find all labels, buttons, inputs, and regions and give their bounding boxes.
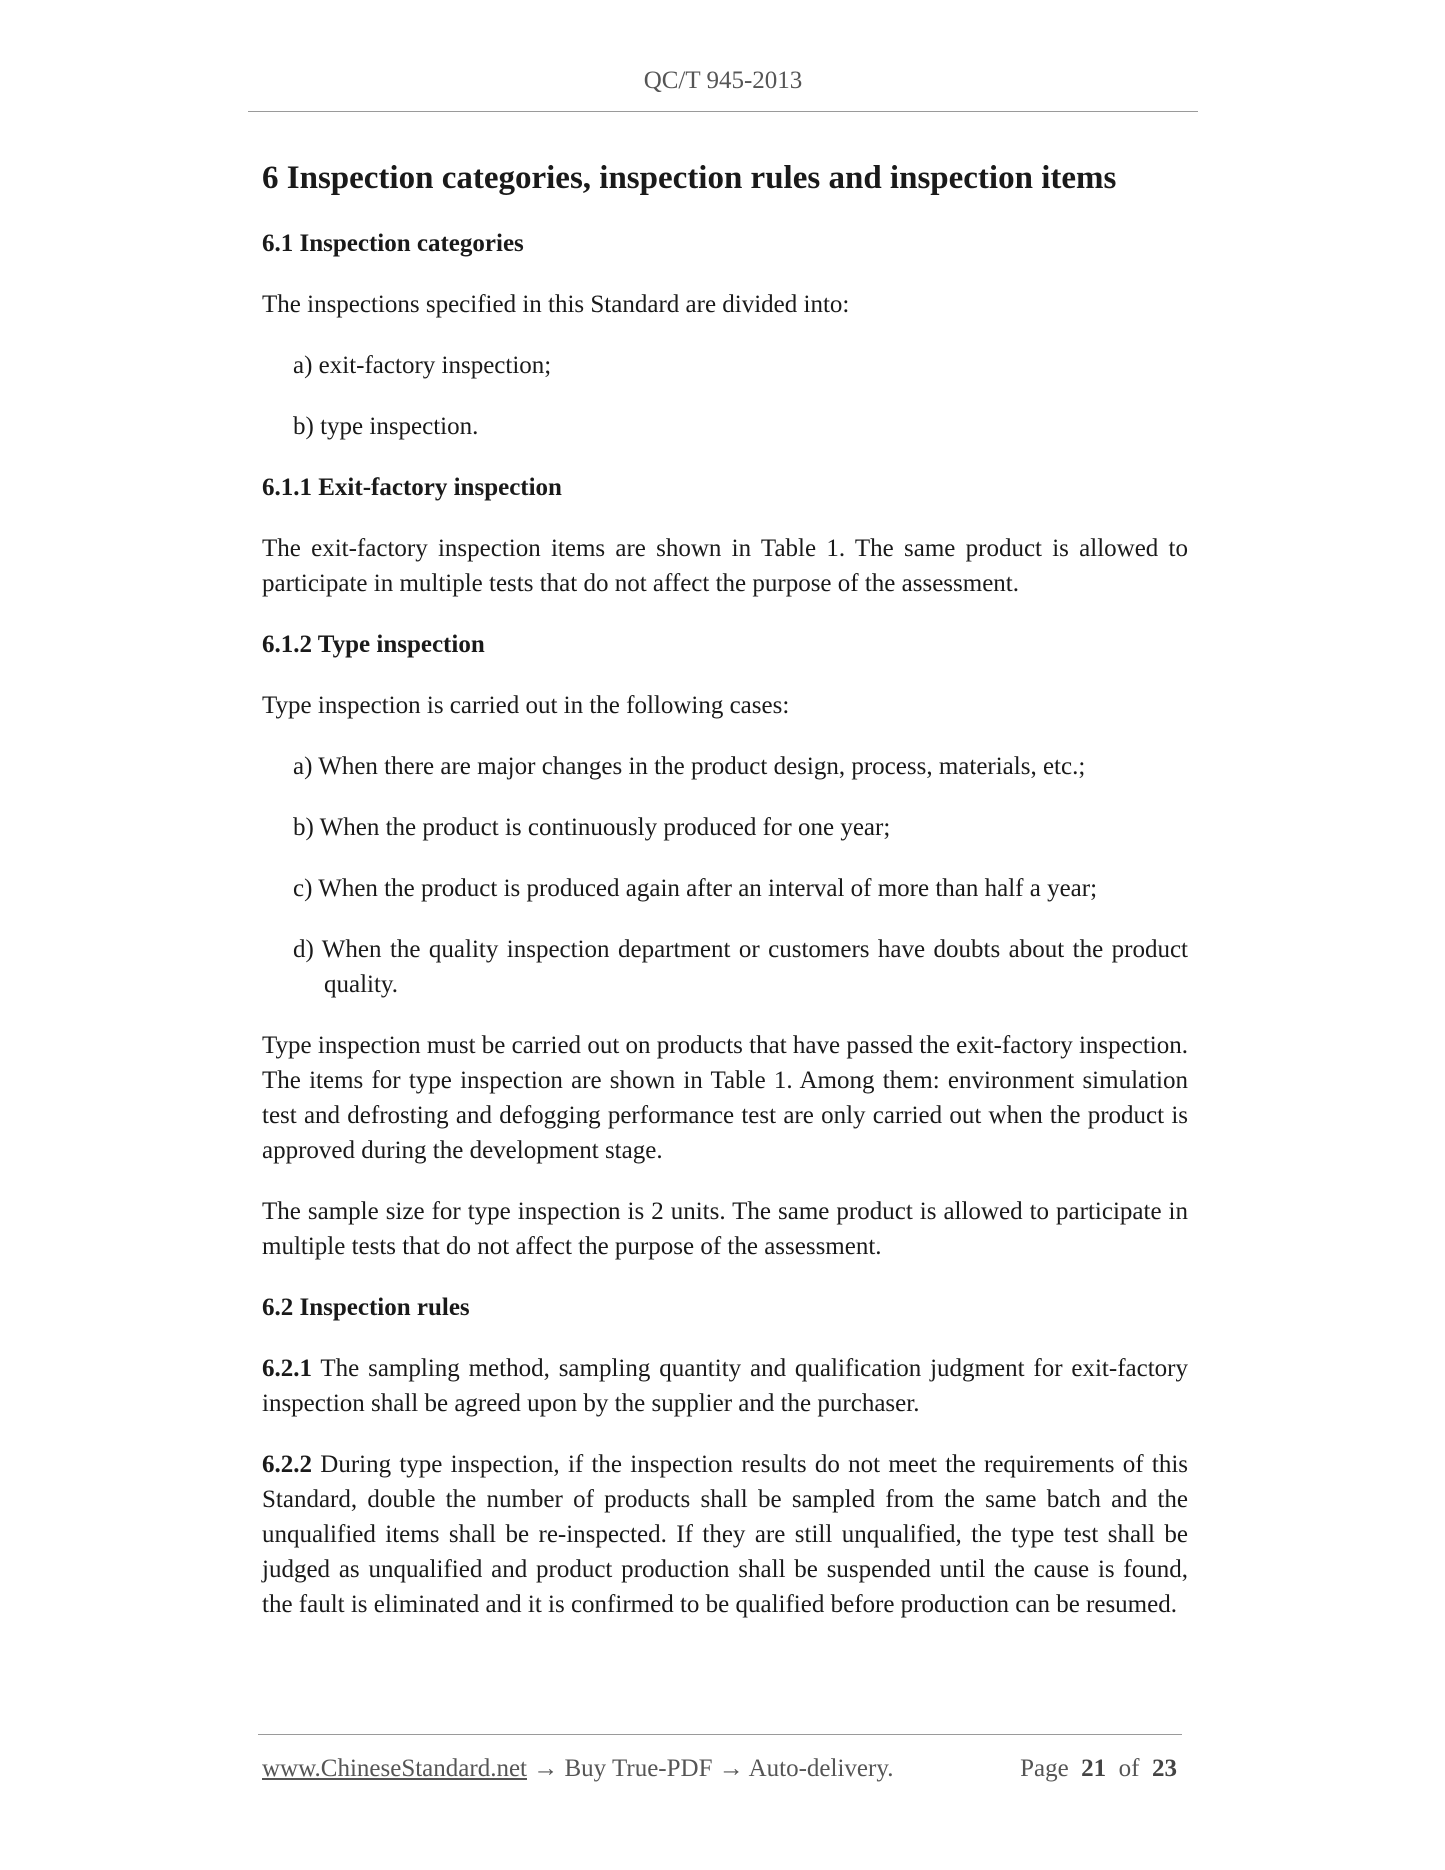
section-6-1-2-paragraph-1: Type inspection must be carried out on products that have passed the exit-factory inspection. The items for type inspection are shown in Table 1. Among them: environment simulation test and defrosting and defogging performance test are only carried out when the product is approved during the development stage.	[262, 1032, 1188, 1164]
list-item: a) exit-factory inspection;	[293, 352, 552, 379]
footer-promo	[262, 1754, 893, 1784]
clause-text: The sampling method, sampling quantity and qualification judgment for exit-factory inspection shall be agreed upon by the supplier and the purchaser.	[262, 1355, 1188, 1417]
clause-number: 6.2.1	[262, 1355, 312, 1382]
page-label: Page	[1020, 1755, 1069, 1782]
running-header: QC/T 945-2013	[643, 67, 803, 94]
site-link[interactable]: www.ChineseStandard.net	[262, 1755, 527, 1782]
list-item: b) type inspection.	[293, 413, 479, 440]
section-6-2-heading: 6.2 Inspection rules	[262, 1294, 470, 1321]
list-item: c) When the product is produced again after an interval of more than half a year;	[293, 875, 1098, 902]
current-page: 21	[1081, 1755, 1107, 1782]
buy-text: Buy True-PDF	[564, 1755, 713, 1782]
arrow-right-icon: →	[527, 1755, 565, 1782]
page-number	[1020, 1754, 1177, 1784]
section-6-1-1-text: The exit-factory inspection items are shown in Table 1. The same product is allowed to participate in multiple tests that do not affect the purpose of the assessment.	[262, 535, 1188, 597]
section-6-1-2-paragraph-2: The sample size for type inspection is 2 units. The same product is allowed to participate in multiple tests that do not affect the purpose of the assessment.	[262, 1198, 1188, 1260]
list-item: d) When the quality inspection department or customers have doubts about the product quality.	[293, 936, 1188, 998]
header-divider	[248, 111, 1198, 112]
section-6-1-2-heading: 6.1.2 Type inspection	[262, 631, 485, 658]
of-label: of	[1118, 1755, 1140, 1782]
clause-6-2-1	[262, 1351, 1188, 1421]
list-item: a) When there are major changes in the product design, process, materials, etc.;	[293, 753, 1086, 780]
total-pages: 23	[1152, 1755, 1177, 1782]
clause-text: During type inspection, if the inspection results do not meet the requirements of this Standard, double the number of products shall be sampled from the same batch and the unqualified items shall be re-inspected. If they are still unqualified, the type test shall be judged as unqualified and product production shall be suspended until the cause is found, the fault is eliminated and it is confirmed to be qualified before production can be resumed.	[262, 1451, 1188, 1618]
clause-6-2-2	[262, 1447, 1188, 1622]
page-body	[262, 156, 1188, 1648]
footer-divider	[258, 1734, 1182, 1735]
list-item: b) When the product is continuously produced for one year;	[293, 814, 891, 841]
section-6-1-2-intro: Type inspection is carried out in the following cases:	[262, 692, 790, 719]
section-6-1-intro: The inspections specified in this Standard are divided into:	[262, 291, 850, 318]
section-6-heading: 6 Inspection categories, inspection rules and inspection items	[262, 160, 1117, 196]
section-6-1-1-heading: 6.1.1 Exit-factory inspection	[262, 474, 562, 501]
section-6-1-heading: 6.1 Inspection categories	[262, 230, 524, 257]
arrow-right-icon: →	[712, 1755, 749, 1782]
clause-number: 6.2.2	[262, 1451, 312, 1478]
delivery-text: Auto-delivery.	[748, 1755, 894, 1782]
